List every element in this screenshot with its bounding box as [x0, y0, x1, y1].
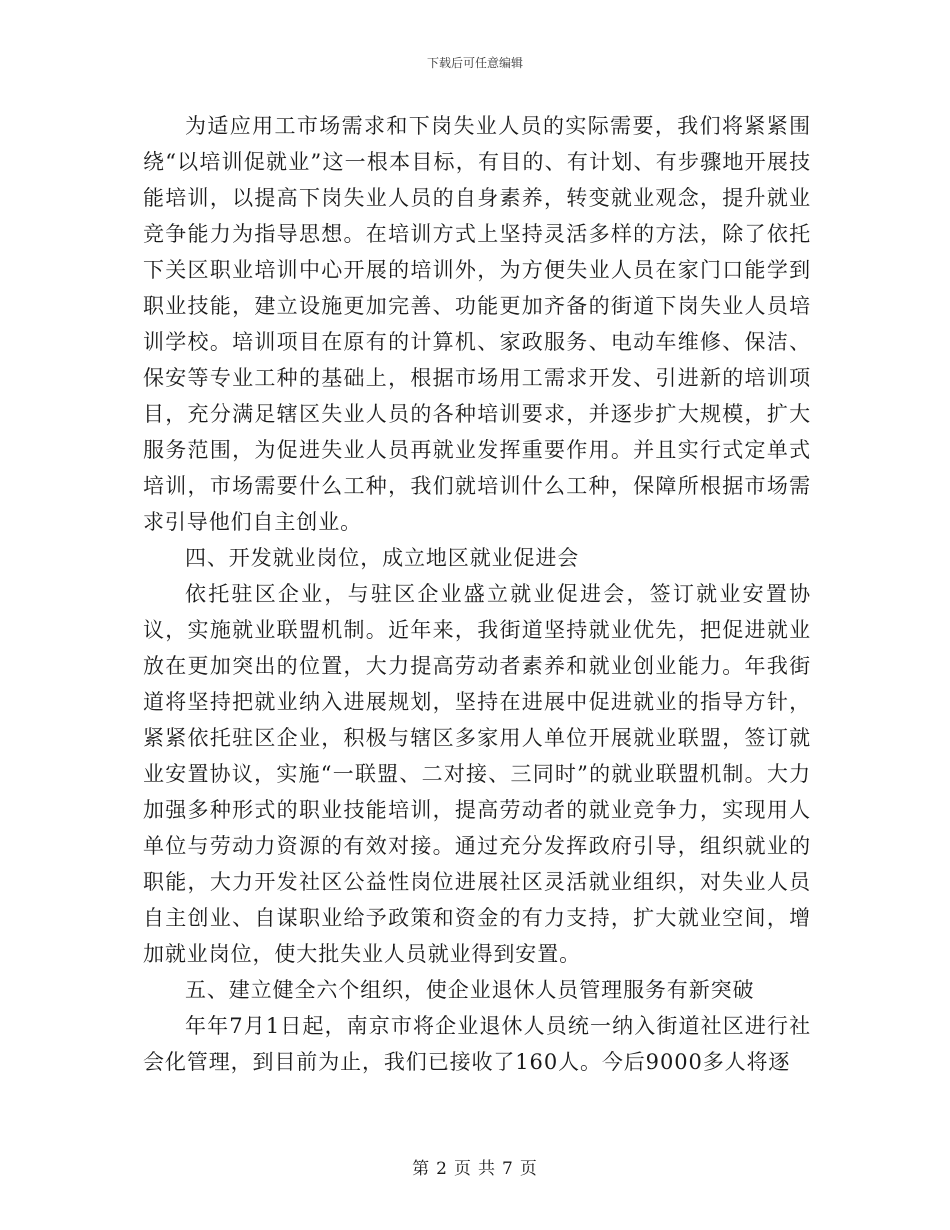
current-page-number: 2 [436, 1159, 448, 1179]
document-body [143, 108, 811, 1080]
page-header-note: 下载后可任意编辑 [426, 56, 523, 70]
paragraph-training: 为适应用工市场需求和下岗失业人员的实际需要，我们将紧紧围绕“以培训促就业”这一根本目标，有目的、有计划、有步骤地开展技能培训，以提高下岗失业人员的自身素养，转变就业观念，提升就业竞争能力为指导思想。在培训方式上坚持灵活多样的方法，除了依托下关区职业培训中心开展的培训外，为方便失业人员在家门口能学到职业技能，建立设施更加完善、功能更加齐备的街道下岗失业人员培训学校。培训项目在原有的计算机、家政服务、电动车维修、保洁、保安等专业工种的基础上，根据市场用工需求开发、引进新的培训项目，充分满足辖区失业人员的各种培训要求，并逐步扩大规模，扩大服务范围，为促进失业人员再就业发挥重要作用。并且实行式定单式培训，市场需要什么工种，我们就培训什么工种，保障所根据市场需求引导他们自主创业。 [143, 114, 811, 534]
section-heading-5: 五、建立健全六个组织，使企业退休人员管理服务有新突破 [185, 978, 755, 1002]
section-heading-4: 四、开发就业岗位，成立地区就业促进会 [185, 546, 580, 570]
page-number-footer [0, 1154, 950, 1179]
footer-label-total: 共 [478, 1159, 496, 1179]
paragraph-retiree-management: 年年7月1日起，南京市将企业退休人员统一纳入街道社区进行社会化管理，到目前为止，我们已接收了160人。今后9000多人将逐 [143, 1014, 811, 1074]
footer-label-prefix: 第 [412, 1159, 431, 1179]
total-page-count: 7 [502, 1159, 514, 1179]
paragraph-employment-alliance: 依托驻区企业，与驻区企业盛立就业促进会，签订就业安置协议，实施就业联盟机制。近年来，我街道坚持就业优先，把促进就业放在更加突出的位置，大力提高劳动者素养和就业创业能力。年我街道将坚持把就业纳入进展规划，坚持在进展中促进就业的指导方针，紧紧依托驻区企业，积极与辖区多家用人单位开展就业联盟，签订就业安置协议，实施“一联盟、二对接、三同时”的就业联盟机制。大力加强多种形式的职业技能培训，提高劳动者的就业竞争力，实现用人单位与劳动力资源的有效对接。通过充分发挥政府引导，组织就业的职能，大力开发社区公益性岗位进展社区灵活就业组织，对失业人员自主创业、自谋职业给予政策和资金的有力支持，扩大就业空间，增加就业岗位，使大批失业人员就业得到安置。 [143, 582, 811, 966]
footer-label-page: 页 [454, 1159, 472, 1179]
footer-label-suffix: 页 [519, 1159, 538, 1179]
